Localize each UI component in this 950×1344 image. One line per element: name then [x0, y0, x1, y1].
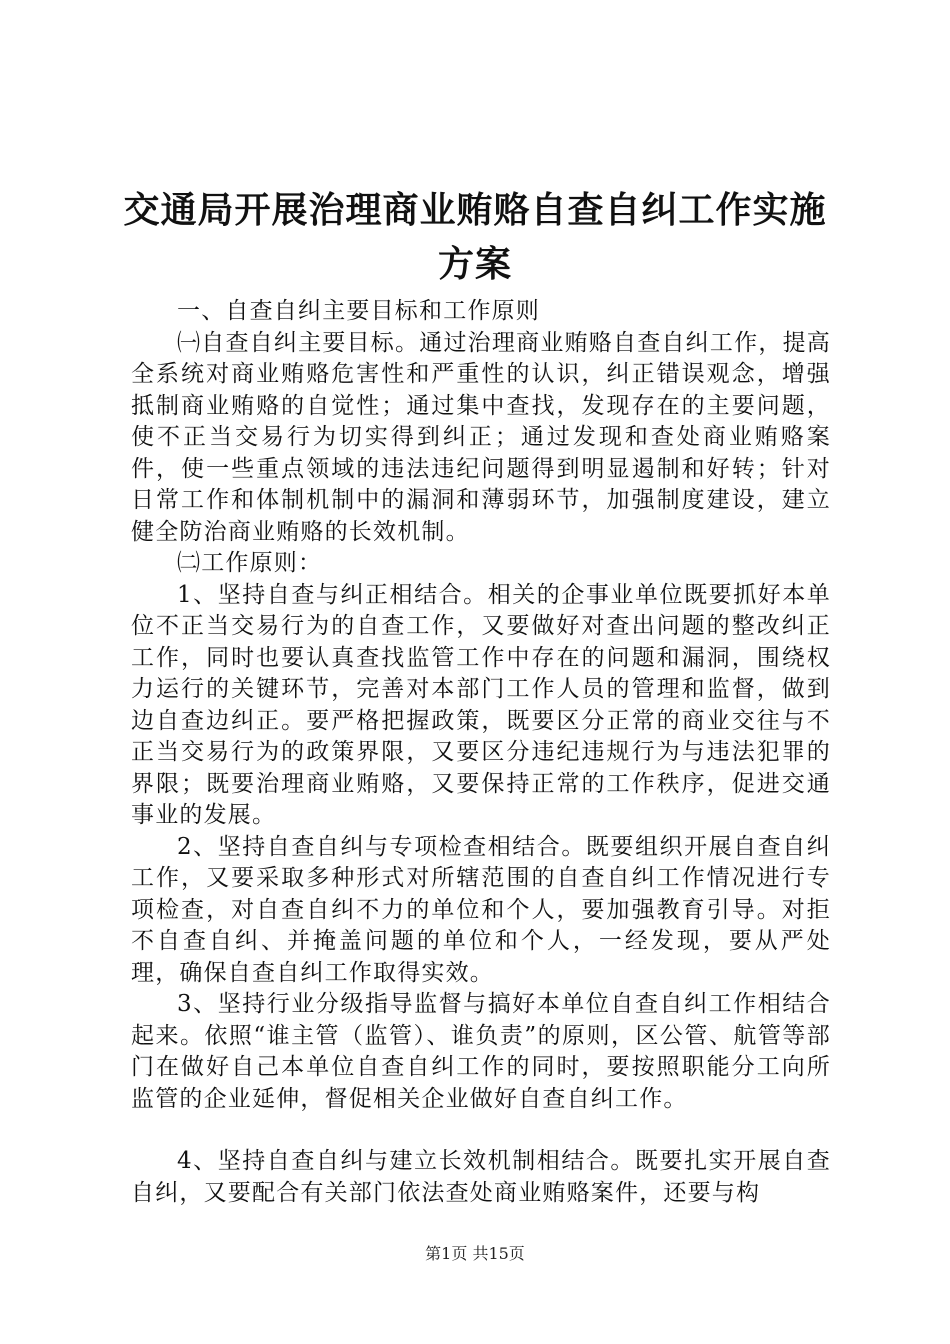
section-heading: 一、自查自纠主要目标和工作原则 [177, 298, 540, 324]
paragraph-principle-1: 1、坚持自查与纠正相结合。相关的企事业单位既要抓好本单位不正当交易行为的自查工作，又要做好对查出问题的整改纠正工作，同时也要认真查找监管工作中存在的问题和漏洞，围绕权力运行的关键环节，完善对本部门工作人员的管理和监督，做到边自查边纠正。要严格把握政策，既要区分正常的商业交往与不正当交易行为的政策界限，又要区分违纪违规行为与违法犯罪的界限；既要治理商业贿赂，又要保持正常的工作秩序，促进交通事业的发展。 [131, 581, 831, 828]
page-number-footer: 第1页 共15页 [425, 1244, 525, 1263]
document-body [131, 296, 831, 1209]
paragraph-objectives: ㈠自查自纠主要目标。通过治理商业贿赂自查自纠工作，提高全系统对商业贿赂危害性和严重性的认识，纠正错误观念，增强抵制商业贿赂的自觉性；通过集中查找，发现存在的主要问题，使不正当交易行为切实得到纠正；通过发现和查处商业贿赂案件，使一些重点领域的违法违纪问题得到明显遏制和好转；针对日常工作和体制机制中的漏洞和薄弱环节，加强制度建设，建立健全防治商业贿赂的长效机制。 [131, 329, 831, 545]
paragraph-principle-4: 4、坚持自查自纠与建立长效机制相结合。既要扎实开展自查自纠，又要配合有关部门依法查处商业贿赂案件，还要与构 [131, 1148, 831, 1206]
document-title: 交通局开展治理商业贿赂自查自纠工作实施方案 [123, 190, 827, 285]
subsection-heading: ㈡工作原则： [177, 550, 323, 576]
paragraph-principle-2: 2、坚持自查自纠与专项检查相结合。既要组织开展自查自纠工作，又要采取多种形式对所辖范围的自查自纠工作情况进行专项检查，对自查自纠不力的单位和个人，要加强教育引导。对拒不自查自纠、并掩盖问题的单位和个人，一经发现，要从严处理，确保自查自纠工作取得实效。 [131, 833, 831, 986]
paragraph-principle-3: 3、坚持行业分级指导监督与搞好本单位自查自纠工作相结合起来。依照“谁主管（监管）、谁负责”的原则，区公管、航管等部门在做好自己本单位自查自纠工作的同时，要按照职能分工向所监管的企业延伸，督促相关企业做好自查自纠工作。 [131, 991, 831, 1112]
